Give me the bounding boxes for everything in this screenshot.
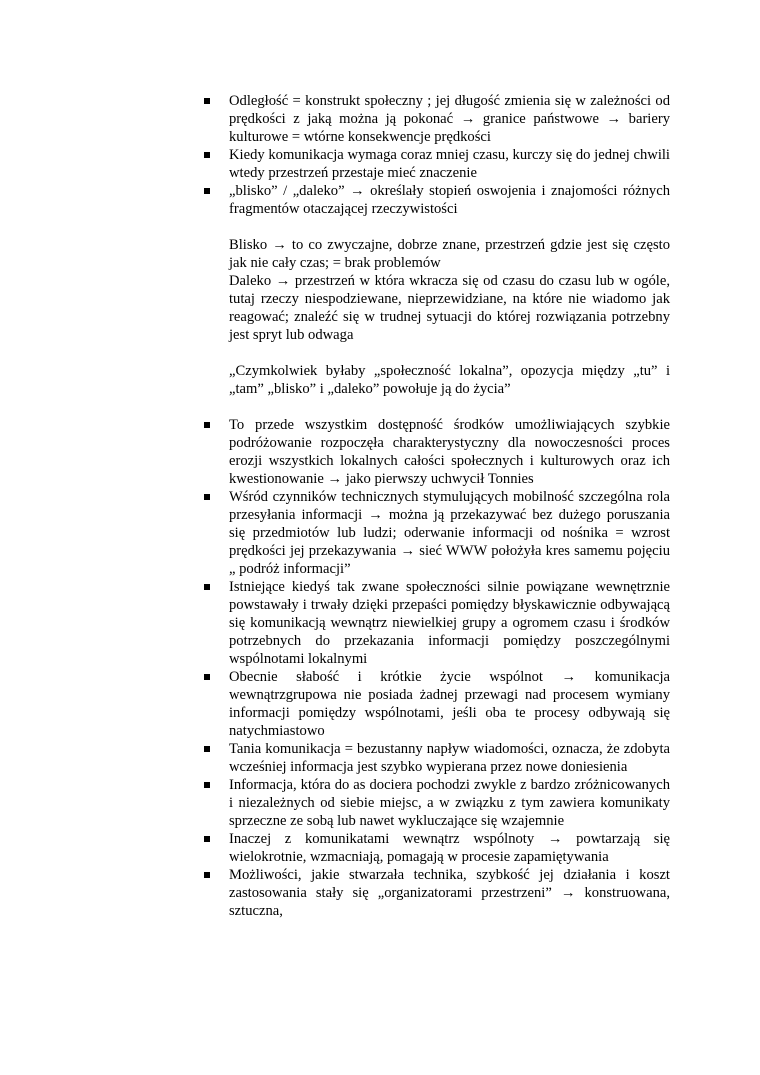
list-item-text: Obecnie słabość i krótkie życie wspólnot → komunikacja wewnątrzgrupowa nie posiada żadnej przewagi nad procesem wymiany informacji pomiędzy wspólnotami, jeśli oba te procesy odbywają się natychmiastowo <box>229 669 670 739</box>
list-item-text: Informacja, która do as dociera pochodzi zwykle z bardzo zróżnicowanych i niezależnych od siebie miejsc, a w związku z tym zawiera komunikaty sprzeczne ze sobą lub nawet wykluczające się wzajemnie <box>229 777 670 829</box>
list-item-text: Inaczej z komunikatami wewnątrz wspólnoty → powtarzają się wielokrotnie, wzmacniają, pomagają w procesie zapamiętywania <box>229 831 670 865</box>
bullet-icon <box>204 782 210 788</box>
list-item <box>229 488 670 578</box>
bullet-icon <box>204 98 210 104</box>
quote-paragraph: „Czymkolwiek byłaby „społeczność lokalna”, opozycja między „tu” i „tam” „blisko” i „daleko” powołuje ją do życia” <box>229 363 670 397</box>
bullet-list-communication <box>229 416 670 920</box>
list-item <box>229 92 670 146</box>
bullet-icon <box>204 674 210 680</box>
bullet-icon <box>204 152 210 158</box>
daleko-paragraph: Daleko → przestrzeń w która wkracza się od czasu do czasu lub w ogóle, tutaj rzeczy niespodziewane, nieprzewidziane, na które nie wiadomo jak reagować; znaleźć się w trudnej sytuacji do której rozwiązania potrzebny jest spryt lub odwaga <box>229 273 670 343</box>
list-item <box>229 866 670 920</box>
list-item-text: Możliwości, jakie stwarzała technika, szybkość jej działania i koszt zastosowania stały się „organizatorami przestrzeni” → konstruowana, sztuczna, <box>229 867 670 919</box>
list-item <box>229 776 670 830</box>
list-item-text: „blisko” / „daleko” → określały stopień oswojenia i znajomości różnych fragmentów otaczającej rzeczywistości <box>229 183 670 217</box>
blisko-daleko-definitions <box>229 236 670 344</box>
list-item-text: Istniejące kiedyś tak zwane społeczności silnie powiązane wewnętrznie powstawały i trwały dzięki przepaści pomiędzy błyskawicznie odbywającą się komunikacją wewnątrz niewielkiej grupy a ogromem czasu i środków potrzebnych do przekazania informacji pomiędzy poszczególnymi wspólnotami lokalnymi <box>229 579 670 667</box>
quote-block <box>229 362 670 398</box>
list-item <box>229 578 670 668</box>
bullet-icon <box>204 836 210 842</box>
bullet-icon <box>204 494 210 500</box>
blisko-paragraph: Blisko → to co zwyczajne, dobrze znane, przestrzeń gdzie jest się często jak nie cały czas; = brak problemów <box>229 237 670 271</box>
list-item-text: Odległość = konstrukt społeczny ; jej długość zmienia się w zależności od prędkości z jaką można ją pokonać → granice państwowe → bariery kulturowe = wtórne konsekwencje prędkości <box>229 93 670 145</box>
list-item-text: Kiedy komunikacja wymaga coraz mniej czasu, kurczy się do jednej chwili wtedy przestrzeń przestaje mieć znaczenie <box>229 147 670 181</box>
bullet-list-distance <box>229 92 670 218</box>
bullet-icon <box>204 872 210 878</box>
list-item <box>229 668 670 740</box>
list-item-text: Tania komunikacja = bezustanny napływ wiadomości, oznacza, że zdobyta wcześniej informacja jest szybko wypierana przez nowe doniesienia <box>229 741 670 775</box>
list-item-text: To przede wszystkim dostępność środków umożliwiających szybkie podróżowanie rozpoczęła charakterystyczny dla nowoczesności proces erozji wszystkich lokalnych całości społecznych i kulturowych oraz ich kwestionowanie → jako pierwszy uchwycił Tonnies <box>229 417 670 487</box>
bullet-icon <box>204 584 210 590</box>
list-item-text: Wśród czynników technicznych stymulujących mobilność szczególna rola przesyłania informacji → można ją przekazywać bez dużego poruszania się przedmiotów lub ludzi; oderwanie informacji od nośnika = wzrost prędkości jej przekazywania → sieć WWW położyła kres samemu pojęciu „ podróż informacji” <box>229 489 670 577</box>
bullet-icon <box>204 188 210 194</box>
bullet-icon <box>204 422 210 428</box>
list-item <box>229 416 670 488</box>
list-item <box>229 146 670 182</box>
bullet-icon <box>204 746 210 752</box>
list-item <box>229 182 670 218</box>
list-item <box>229 830 670 866</box>
list-item <box>229 740 670 776</box>
